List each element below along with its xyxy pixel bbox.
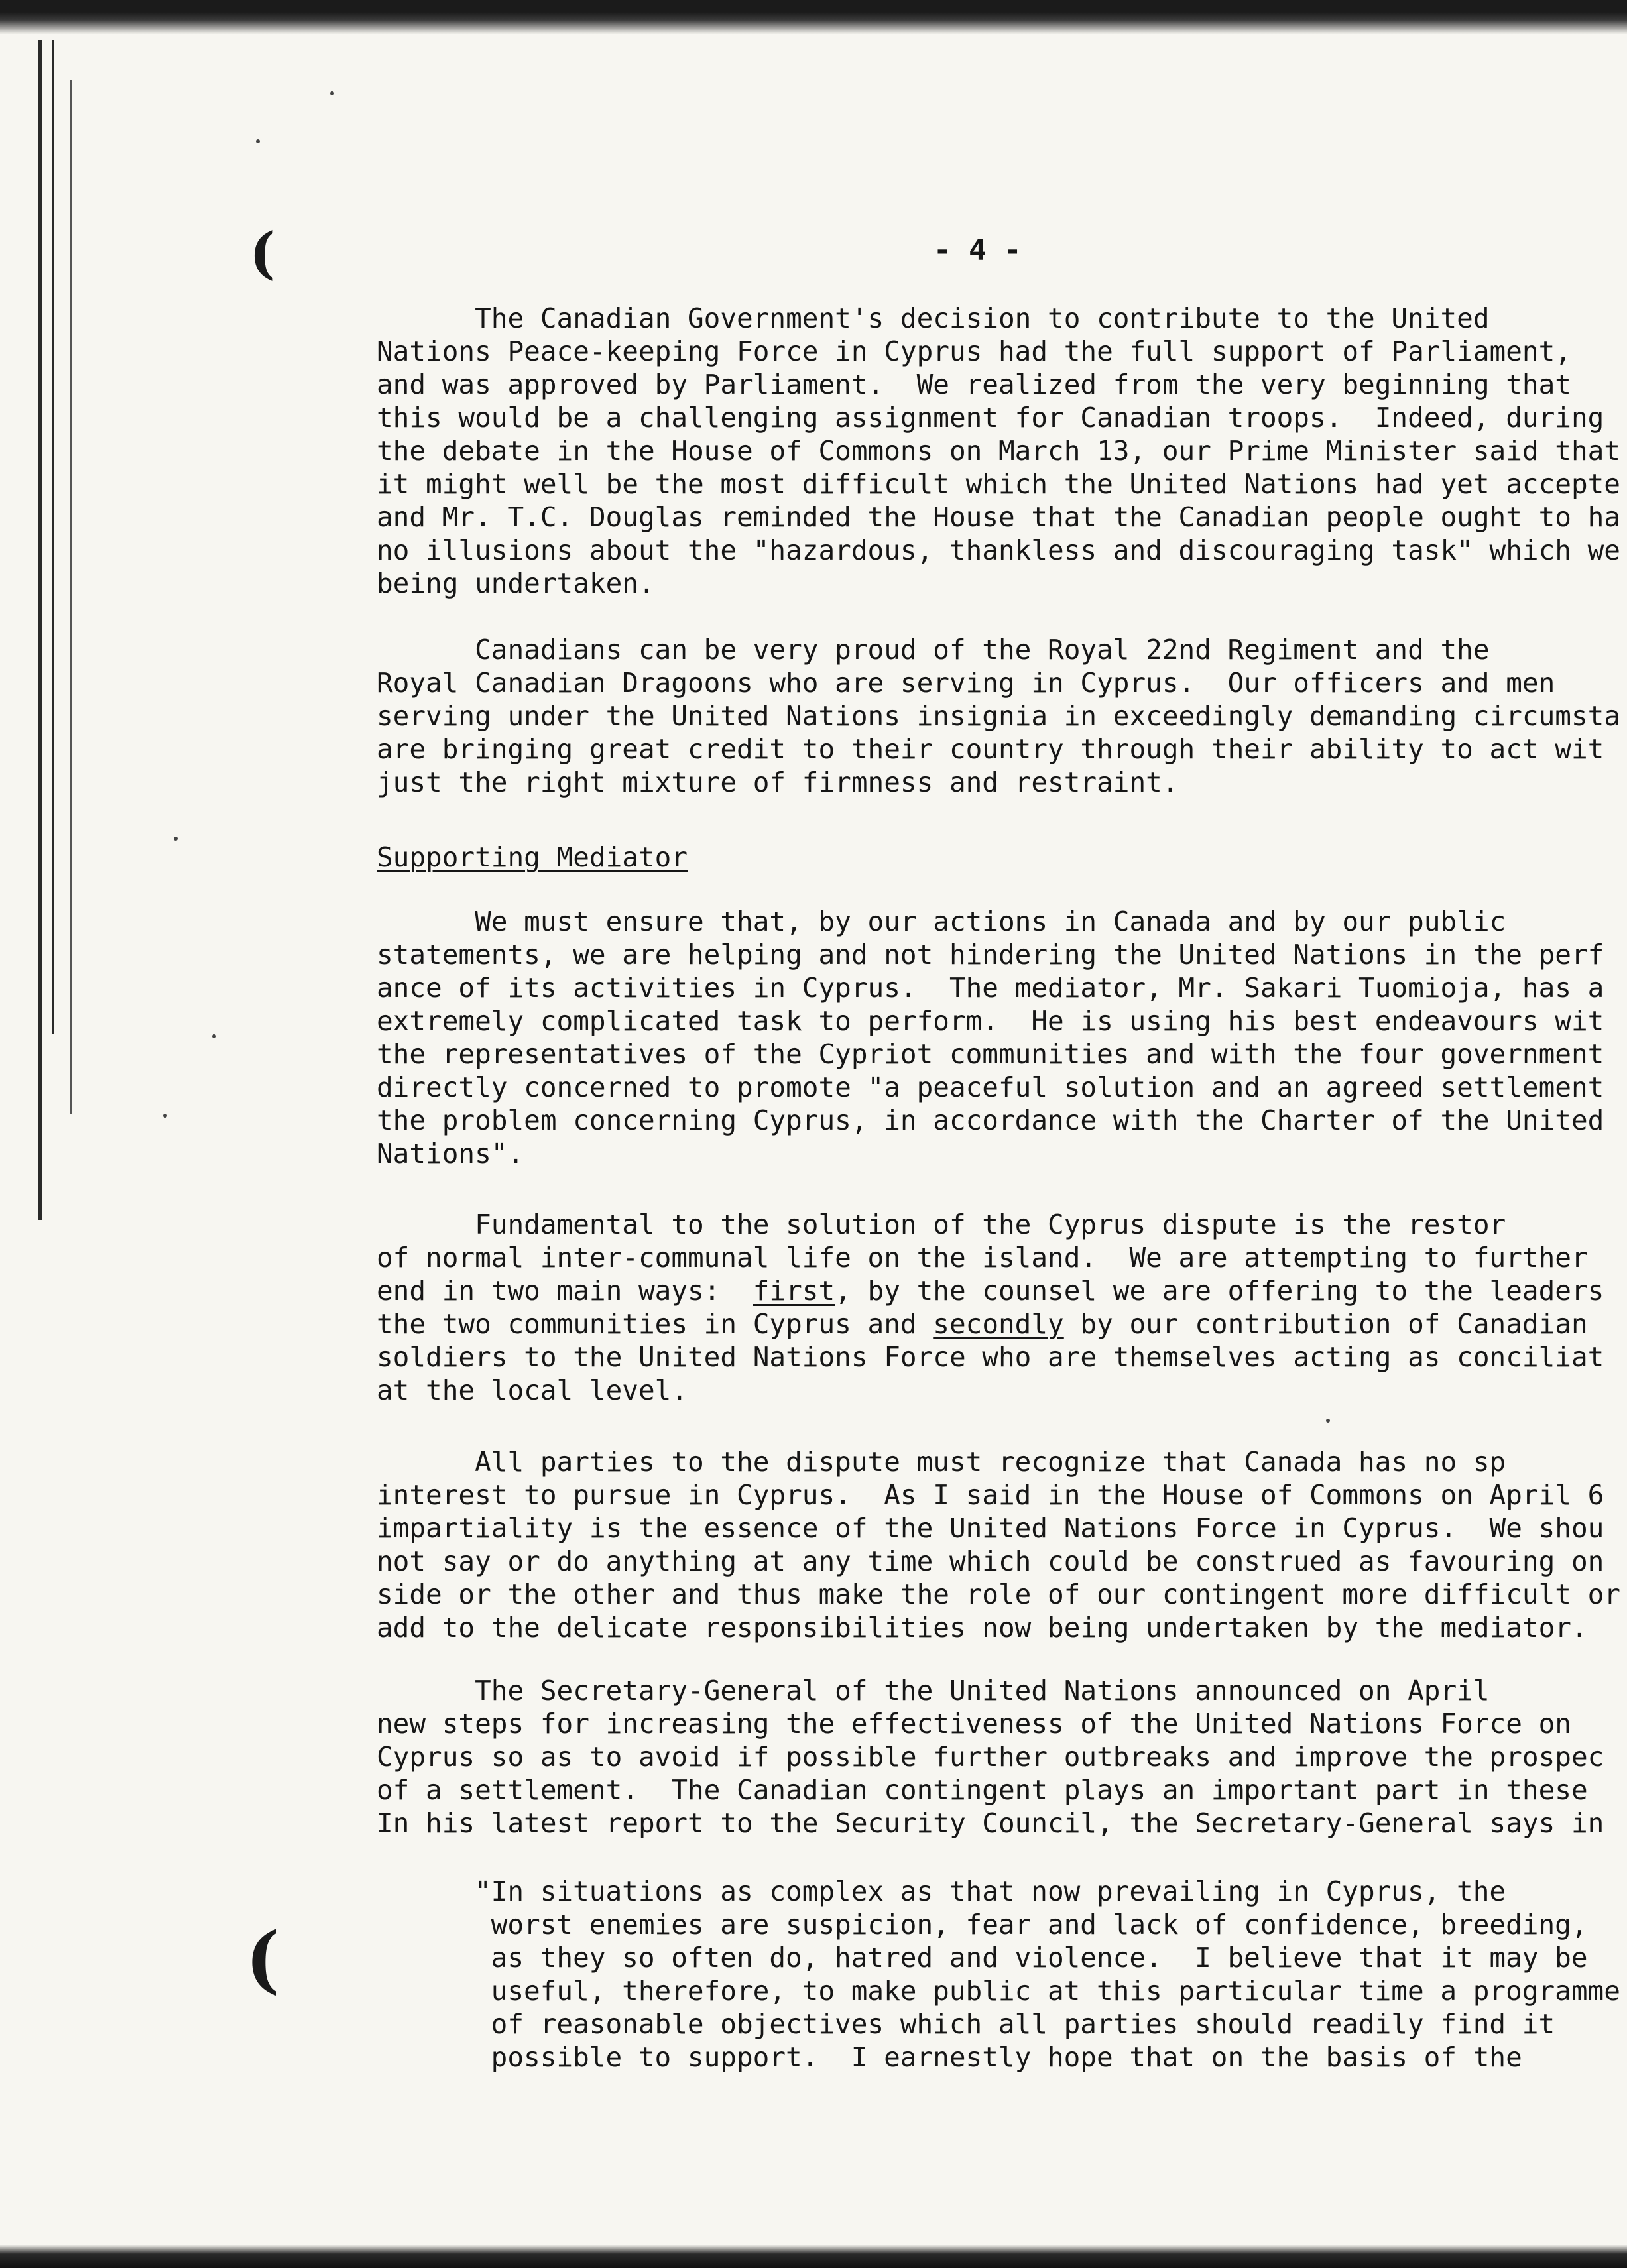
text-line: no illusions about the "hazardous, thankless and discouraging task" which we (377, 534, 1620, 566)
text-line: the debate in the House of Commons on March 13, our Prime Minister said that (377, 435, 1620, 467)
text-line: In his latest report to the Security Council, the Secretary-General says in (377, 1807, 1604, 1839)
text-line: being undertaken. (377, 567, 655, 599)
margin-rule (52, 40, 54, 1034)
text-line: extremely complicated task to perform. He is using his best endeavours wit (377, 1005, 1604, 1037)
text-line: of a settlement. The Canadian contingent plays an important part in these (377, 1774, 1588, 1806)
scan-edge-top (0, 0, 1627, 34)
section-heading: Supporting Mediator (377, 841, 688, 873)
text-line: it might well be the most difficult which the United Nations had yet accepte (377, 468, 1620, 500)
text-line: Cyprus so as to avoid if possible further outbreaks and improve the prospec (377, 1741, 1604, 1773)
text-line: Nations Peace-keeping Force in Cyprus had the full support of Parliament, (377, 335, 1571, 367)
speck (1326, 1419, 1330, 1423)
paragraph-5 (377, 1445, 1627, 1644)
text-line: at the local level. (377, 1374, 688, 1406)
text-line: We must ensure that, by our actions in Canada and by our public (377, 906, 1506, 937)
text-line: useful, therefore, to make public at this particular time a programme (475, 1975, 1620, 2007)
speck (330, 91, 334, 95)
text-line: Fundamental to the solution of the Cyprus dispute is the restor (377, 1209, 1506, 1240)
text-line: soldiers to the United Nations Force who are themselves acting as conciliat (377, 1341, 1604, 1373)
hole-punch-mark: ( (249, 220, 276, 286)
text-line: interest to pursue in Cyprus. As I said in the House of Commons on April 6 (377, 1479, 1604, 1511)
paragraph-1 (377, 302, 1627, 600)
text-line: as they so often do, hatred and violence. I believe that it may be (475, 1942, 1588, 1974)
text-line: serving under the United Nations insignia in exceedingly demanding circumsta (377, 700, 1620, 732)
text-line: of reasonable objectives which all parties should readily find it (475, 2008, 1555, 2040)
speck (256, 139, 260, 143)
text-line (377, 1308, 1588, 1340)
text-line (377, 1275, 1604, 1307)
text-line: and was approved by Parliament. We realized from the very beginning that (377, 369, 1571, 400)
text-line: add to the delicate responsibilities now being undertaken by the mediator. (377, 1612, 1588, 1643)
paragraph-2 (377, 633, 1627, 799)
text-line: Royal Canadian Dragoons who are serving in Cyprus. Our officers and men (377, 667, 1555, 699)
text-line: this would be a challenging assignment for Canadian troops. Indeed, during (377, 402, 1604, 434)
text-line: The Secretary-General of the United Nations announced on April (377, 1675, 1490, 1706)
text-line: Canadians can be very proud of the Royal 22nd Regiment and the (377, 634, 1490, 666)
paragraph-4 (377, 1208, 1627, 1407)
text-line: impartiality is the essence of the United Nations Force in Cyprus. We shou (377, 1512, 1604, 1544)
underlined-word-first: first (753, 1275, 835, 1307)
paragraph-3 (377, 905, 1627, 1170)
text-line: "In situations as complex as that now prevailing in Cyprus, the (475, 1876, 1506, 1907)
paragraph-6 (377, 1674, 1627, 1840)
text-line: Nations". (377, 1138, 524, 1169)
text-line: All parties to the dispute must recognize that Canada has no sp (377, 1446, 1506, 1478)
text-line: side or the other and thus make the role of our contingent more difficult or (377, 1579, 1620, 1610)
scan-edge-bottom (0, 2245, 1627, 2268)
underlined-word-secondly: secondly (933, 1308, 1064, 1340)
speck (174, 837, 178, 841)
text-line: worst enemies are suspicion, fear and lack of confidence, breeding, (475, 1909, 1588, 1940)
text-line: The Canadian Government's decision to contribute to the United (377, 302, 1490, 334)
text-fragment: by our contribution of Canadian (1063, 1308, 1588, 1340)
text-line: ance of its activities in Cyprus. The mediator, Mr. Sakari Tuomioja, has a (377, 972, 1604, 1004)
text-line: not say or do anything at any time which could be construed as favouring on (377, 1545, 1604, 1577)
text-line: the representatives of the Cypriot communities and with the four government (377, 1038, 1604, 1070)
margin-rule (38, 40, 42, 1220)
text-line: possible to support. I earnestly hope that on the basis of the (475, 2041, 1522, 2073)
speck (163, 1114, 167, 1118)
text-fragment: , by the counsel we are offering to the leaders (835, 1275, 1604, 1307)
hole-punch-mark: ( (245, 1916, 280, 2001)
text-line: of normal inter-communal life on the island. We are attempting to further (377, 1242, 1588, 1274)
text-fragment: end in two main ways: (377, 1275, 753, 1307)
speck (212, 1034, 216, 1038)
page-number: - 4 - (934, 233, 1022, 267)
text-fragment: the two communities in Cyprus and (377, 1308, 934, 1340)
text-line: just the right mixture of firmness and restraint. (377, 766, 1179, 798)
text-line: are bringing great credit to their country through their ability to act wit (377, 733, 1604, 765)
text-line: statements, we are helping and not hindering the United Nations in the perf (377, 939, 1604, 971)
text-line: and Mr. T.C. Douglas reminded the House that the Canadian people ought to ha (377, 501, 1620, 533)
text-line: directly concerned to promote "a peaceful solution and an agreed settlement (377, 1071, 1604, 1103)
block-quote (475, 1875, 1627, 2074)
text-line: new steps for increasing the effectiveness of the United Nations Force on (377, 1708, 1571, 1740)
margin-rule (70, 80, 72, 1114)
text-line: the problem concerning Cyprus, in accordance with the Charter of the United (377, 1104, 1604, 1136)
